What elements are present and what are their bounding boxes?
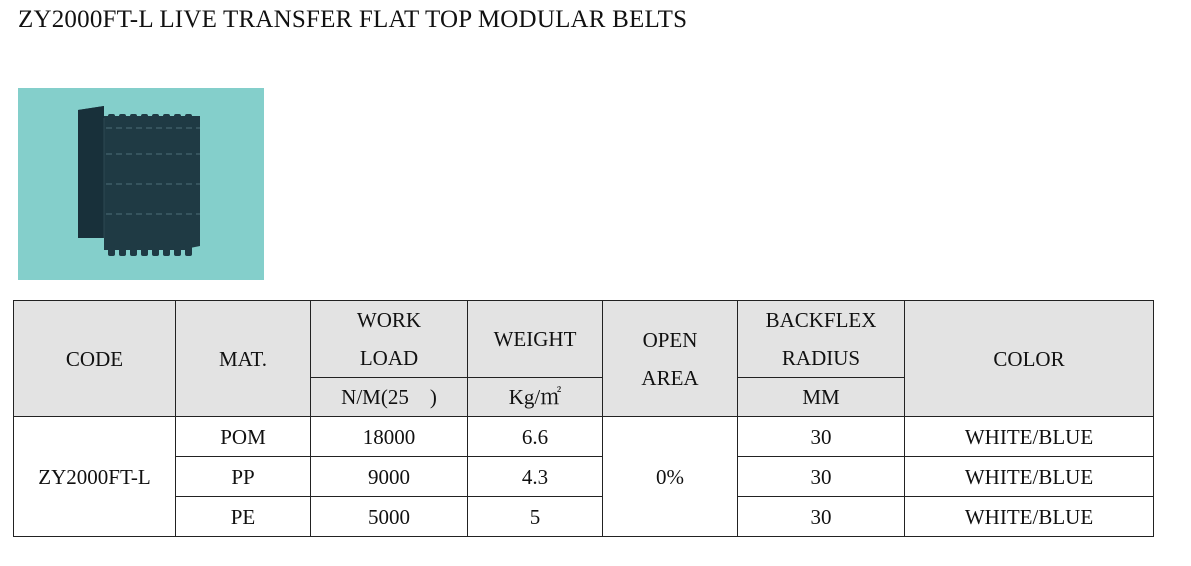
color-cell: WHITE/BLUE [905,457,1154,497]
weight-cell: 5 [468,497,603,537]
mat-cell: POM [176,417,311,457]
backflex-cell: 30 [738,497,905,537]
weight-cell: 4.3 [468,457,603,497]
header-code: CODE [14,301,176,417]
header-weight-unit: Kg/㎡ [468,378,603,417]
header-open-area [603,301,738,417]
header-work-load-line1: WORK [356,308,422,332]
work-load-cell: 9000 [311,457,468,497]
table-row [14,457,1154,497]
backflex-cell: 30 [738,457,905,497]
header-mat: MAT. [176,301,311,417]
modular-belt-image [18,88,264,280]
table-row [14,497,1154,537]
header-backflex-line1: BACKFLEX [765,308,877,332]
backflex-cell: 30 [738,417,905,457]
color-cell: WHITE/BLUE [905,497,1154,537]
code-cell: ZY2000FT-L [14,417,176,537]
header-backflex [738,301,905,378]
page-title: ZY2000FT-L LIVE TRANSFER FLAT TOP MODULAR BELTS [18,6,688,33]
mat-cell: PE [176,497,311,537]
header-open-area-line2: AREA [641,365,699,390]
header-weight: WEIGHT [468,301,603,378]
header-open-area-line1: OPEN [642,327,698,352]
weight-cell: 6.6 [468,417,603,457]
table-row [14,417,1154,457]
work-load-cell: 18000 [311,417,468,457]
spec-table [13,300,1154,537]
header-backflex-unit: MM [738,378,905,417]
header-work-load-unit: N/M(25 ) [311,378,468,417]
mat-cell: PP [176,457,311,497]
header-work-load [311,301,468,378]
product-photo [18,88,264,280]
color-cell: WHITE/BLUE [905,417,1154,457]
header-color: COLOR [905,301,1154,417]
work-load-cell: 5000 [311,497,468,537]
header-backflex-line2: RADIUS [781,346,861,370]
header-work-load-line2: LOAD [359,346,419,370]
open-area-cell: 0% [603,417,738,537]
